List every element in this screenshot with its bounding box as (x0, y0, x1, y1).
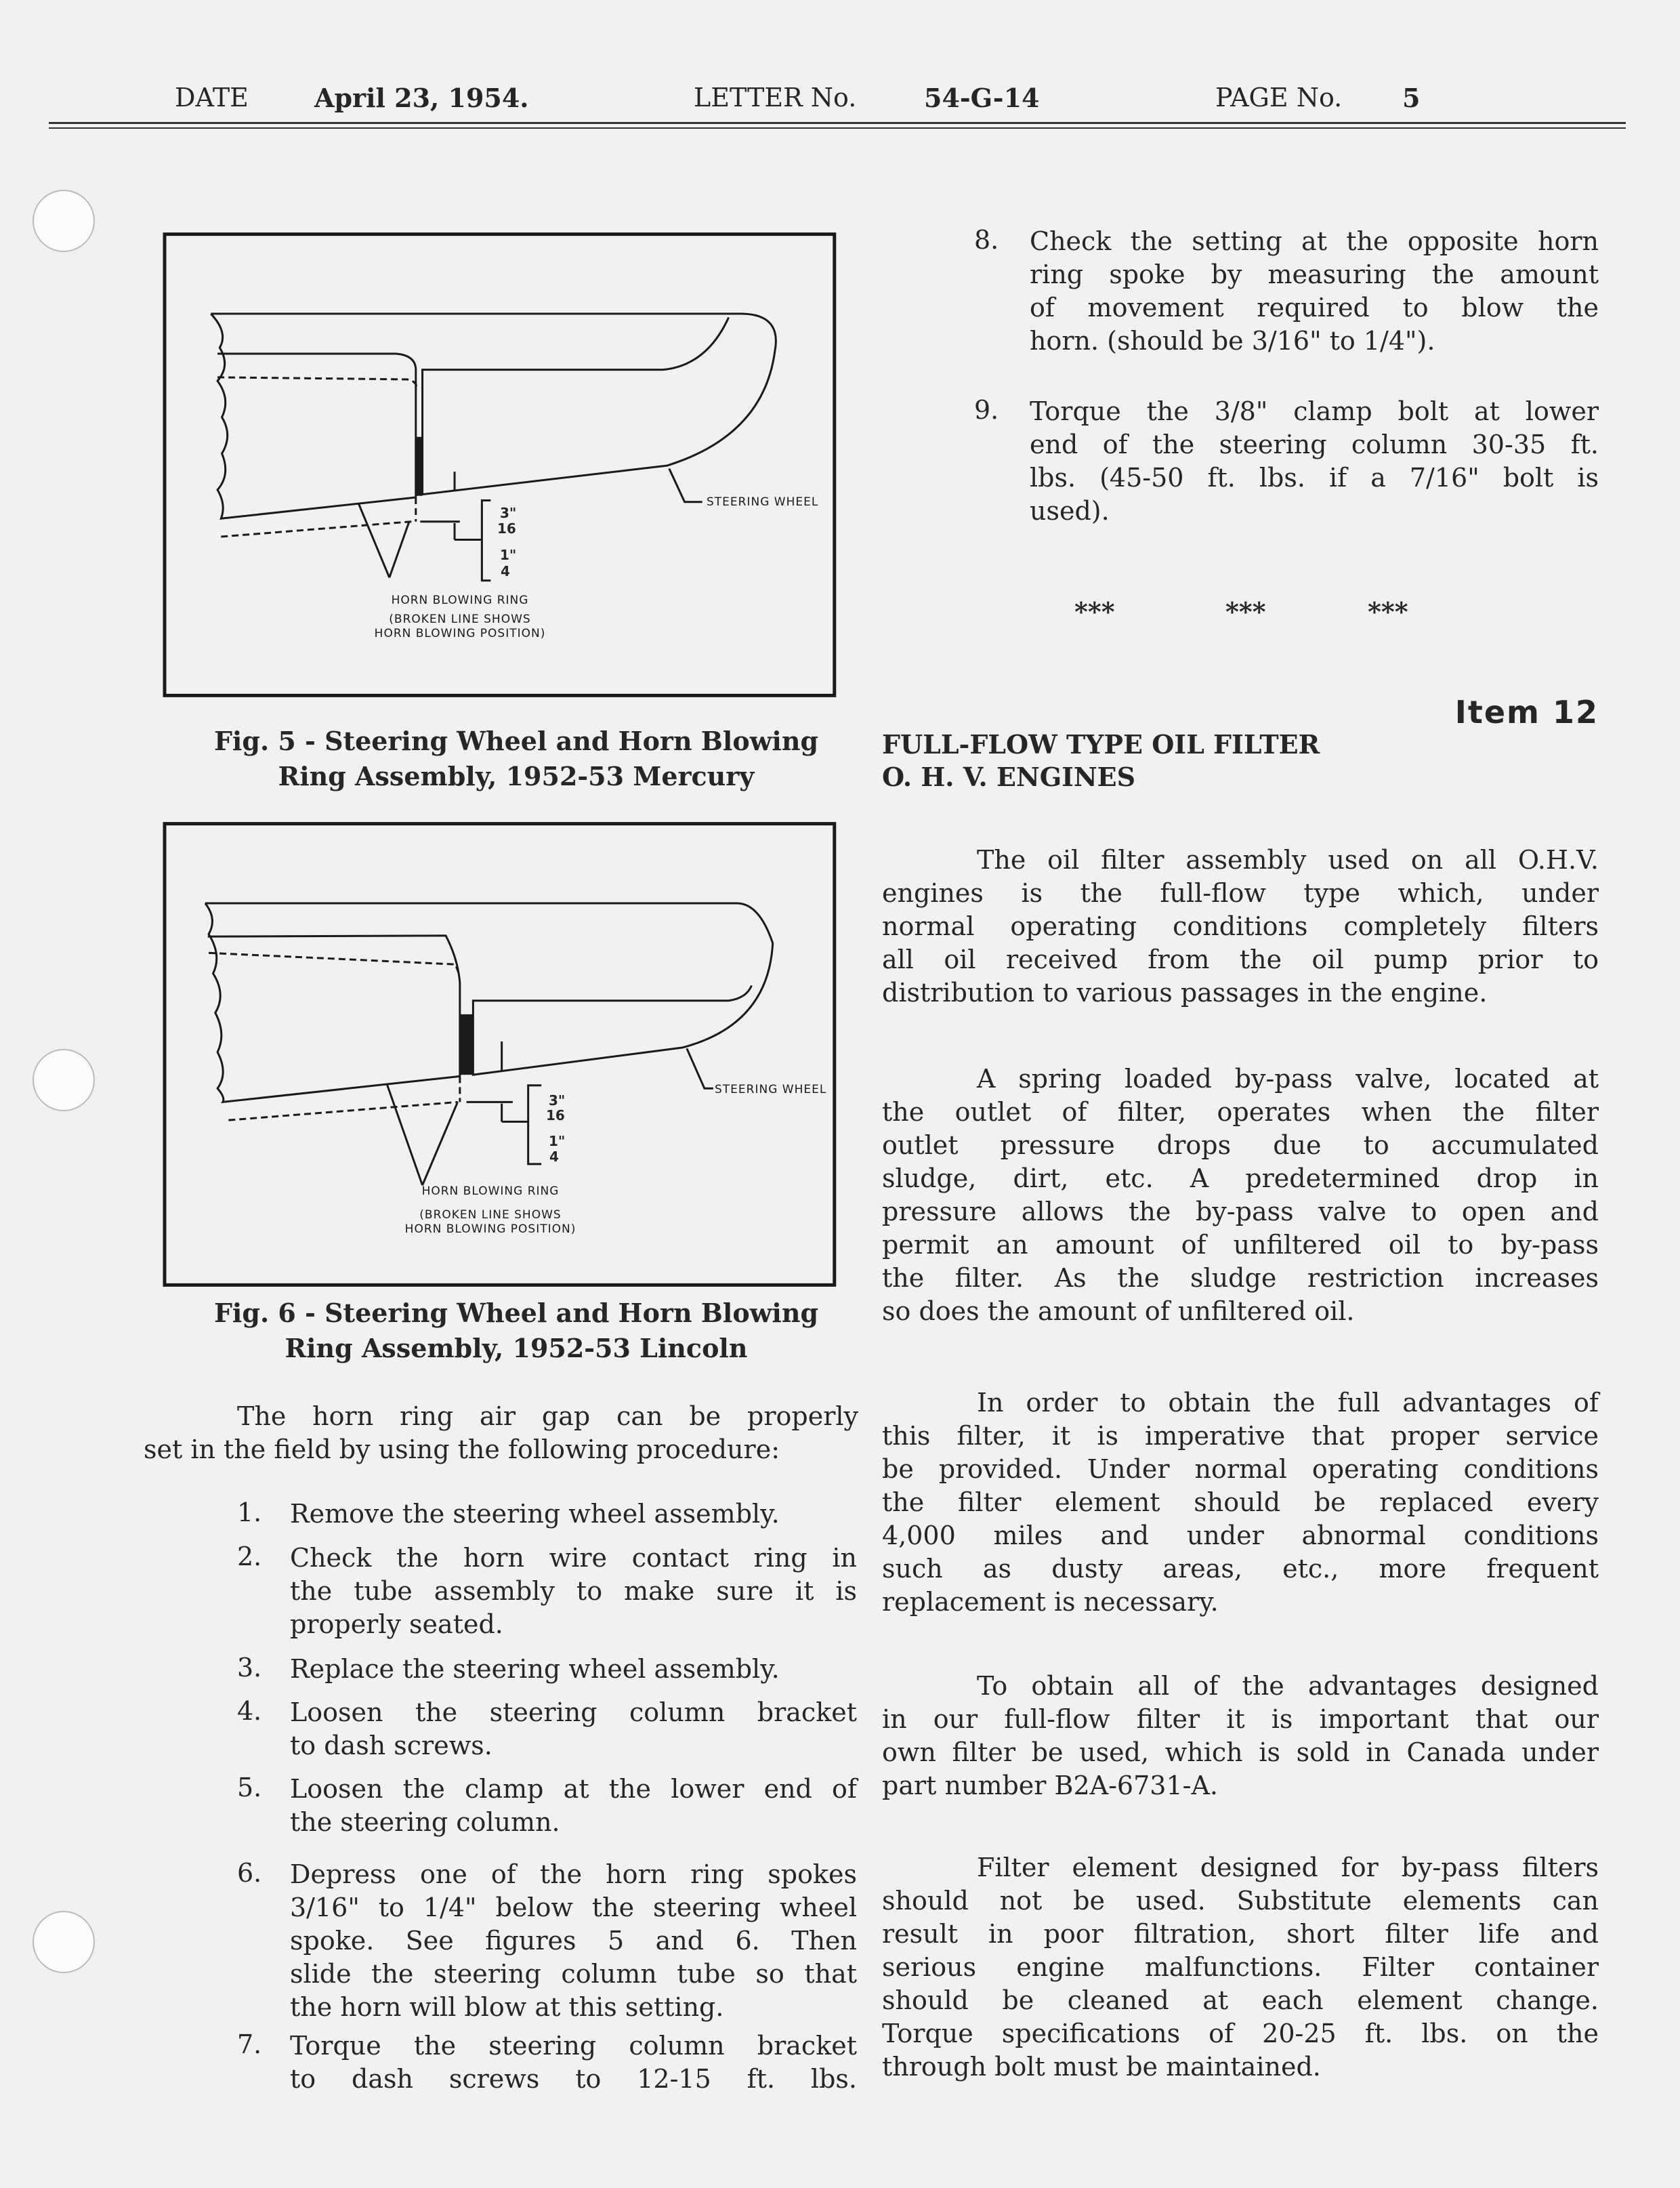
text-line: to dash screws. (290, 1731, 492, 1760)
fraction-denominator: 4 (501, 563, 510, 579)
text-line: set in the field by using the following procedure: (144, 1434, 780, 1464)
step-text (290, 1498, 857, 1531)
body-paragraph (882, 1851, 1599, 2084)
horn-ring-label: HORN BLOWING RING (391, 594, 529, 607)
horn-ring-label: HORN BLOWING RING (421, 1184, 560, 1198)
step-number: 1. (237, 1498, 262, 1527)
text-line: to dash screws to 12-15 ft. lbs. (290, 2064, 857, 2094)
caption-line: Ring Assembly, 1952-53 Lincoln (285, 1333, 748, 1363)
section-separator: *** (1074, 596, 1115, 627)
figure-caption (177, 1296, 855, 1366)
text-line: spoke. See figures 5 and 6. Then (290, 1926, 857, 1956)
item-number-tag: Item 12 (1454, 694, 1599, 730)
text-line: own filter be used, which is sold in Canada under (882, 1737, 1599, 1767)
text-line: Torque specifications of 20-25 ft. lbs. on the (882, 2019, 1599, 2048)
date-label: DATE (175, 83, 249, 112)
text-line: A spring loaded by-pass valve, located at (977, 1064, 1599, 1094)
step-text (1030, 395, 1599, 528)
text-line: replacement is necessary. (882, 1587, 1219, 1617)
horn-ring-note: HORN BLOWING POSITION) (404, 1222, 576, 1236)
text-line: ring spoke by measuring the amount (1030, 260, 1599, 289)
text-line: Torque the steering column bracket (290, 2031, 857, 2061)
text-line: the filter. As the sludge restriction increases (882, 1263, 1599, 1293)
text-line: 3/16" to 1/4" below the steering wheel (290, 1893, 857, 1922)
caption-line: Fig. 5 - Steering Wheel and Horn Blowing (213, 726, 819, 756)
step-text (290, 1773, 857, 1839)
steering-wheel-label: STEERING WHEEL (715, 1083, 827, 1096)
step-text (290, 1653, 857, 1686)
text-line: The horn ring air gap can be properly (237, 1401, 858, 1431)
intro-paragraph (144, 1400, 858, 1466)
text-line: end of the steering column 30-35 ft. (1030, 430, 1599, 459)
text-line: Replace the steering wheel assembly. (290, 1654, 780, 1684)
text-line: the steering column. (290, 1807, 560, 1837)
horn-ring-note: (BROKEN LINE SHOWS (389, 613, 531, 626)
fraction-numerator: 3" (500, 505, 517, 521)
page-number-value: 5 (1402, 83, 1421, 113)
step-number: 9. (974, 395, 999, 425)
text-line: Filter element designed for by-pass filters (977, 1853, 1599, 1882)
text-line: Check the setting at the opposite horn (1030, 226, 1599, 256)
letter-number-label: LETTER No. (694, 83, 857, 112)
text-line: the filter element should be replaced every (882, 1487, 1599, 1517)
horn-ring-note: HORN BLOWING POSITION) (374, 627, 546, 640)
text-line: so does the amount of unfiltered oil. (882, 1296, 1355, 1326)
page-number-label: PAGE No. (1215, 83, 1343, 112)
body-paragraph (882, 844, 1599, 1010)
letter-number-value: 54-G-14 (924, 83, 1040, 113)
punch-hole (33, 1049, 95, 1111)
step-number: 8. (974, 225, 999, 255)
text-line: such as dusty areas, etc., more frequent (882, 1554, 1599, 1584)
figure-caption (177, 724, 855, 794)
text-line: Loosen the clamp at the lower end of (290, 1774, 857, 1804)
text-line: part number B2A-6731-A. (882, 1771, 1218, 1800)
step-number: 7. (237, 2029, 262, 2059)
text-line: the outlet of filter, operates when the filter (882, 1097, 1599, 1127)
step-text (1030, 225, 1599, 358)
text-line: sludge, dirt, etc. A predetermined drop in (882, 1163, 1599, 1193)
fraction-denominator: 4 (549, 1149, 559, 1165)
text-line: of movement required to blow the (1030, 293, 1599, 323)
text-line: all oil received from the oil pump prior to (882, 945, 1599, 974)
punch-hole (33, 1911, 95, 1973)
heading-line: O. H. V. ENGINES (882, 762, 1136, 792)
body-paragraph (882, 1386, 1599, 1619)
text-line: Depress one of the horn ring spokes (290, 1859, 857, 1889)
text-line: Loosen the steering column bracket (290, 1697, 857, 1727)
step-number: 4. (237, 1696, 262, 1726)
fraction-numerator: 1" (549, 1133, 566, 1149)
step-text (290, 1696, 857, 1762)
caption-line: Fig. 6 - Steering Wheel and Horn Blowing (213, 1298, 819, 1328)
step-number: 2. (237, 1542, 262, 1571)
fraction-denominator: 16 (546, 1107, 565, 1123)
text-line: should not be used. Substitute elements can (882, 1886, 1599, 1916)
text-line: used). (1030, 496, 1110, 526)
text-line: outlet pressure drops due to accumulated (882, 1130, 1599, 1160)
horn-ring-note: (BROKEN LINE SHOWS (419, 1208, 562, 1222)
step-text (290, 2029, 857, 2096)
punch-hole (33, 190, 95, 252)
text-line: The oil filter assembly used on all O.H.V. (977, 845, 1599, 875)
text-line: To obtain all of the advantages designed (977, 1671, 1599, 1701)
section-separator: *** (1368, 596, 1408, 627)
text-line: slide the steering column tube so that (290, 1959, 857, 1989)
text-line: permit an amount of unfiltered oil to by-pass (882, 1230, 1599, 1260)
date-value: April 23, 1954. (314, 83, 529, 113)
header-rule (49, 127, 1626, 129)
heading-line: FULL-FLOW TYPE OIL FILTER (882, 729, 1320, 760)
section-separator: *** (1225, 596, 1266, 627)
body-paragraph (882, 1670, 1599, 1802)
caption-line: Ring Assembly, 1952-53 Mercury (278, 761, 755, 791)
header-rule (49, 122, 1626, 124)
text-line: normal operating conditions completely filters (882, 911, 1599, 941)
text-line: 4,000 miles and under abnormal conditions (882, 1521, 1599, 1550)
text-line: Check the horn wire contact ring in (290, 1543, 857, 1573)
step-number: 6. (237, 1858, 262, 1888)
fraction-numerator: 3" (549, 1092, 566, 1109)
steering-wheel-label: STEERING WHEEL (707, 495, 819, 509)
step-number: 5. (237, 1773, 262, 1802)
section-heading (882, 728, 1320, 793)
text-line: horn. (should be 3/16" to 1/4"). (1030, 326, 1435, 356)
text-line: through bolt must be maintained. (882, 2052, 1321, 2082)
text-line: properly seated. (290, 1609, 503, 1639)
text-line: lbs. (45-50 ft. lbs. if a 7/16" bolt is (1030, 463, 1599, 493)
text-line: Torque the 3/8" clamp bolt at lower (1030, 396, 1599, 426)
text-line: the tube assembly to make sure it is (290, 1576, 857, 1606)
text-line: distribution to various passages in the engine. (882, 978, 1488, 1008)
text-line: In order to obtain the full advantages of (977, 1388, 1599, 1418)
text-line: should be cleaned at each element change. (882, 1985, 1599, 2015)
text-line: result in poor filtration, short filter life and (882, 1919, 1599, 1949)
text-line: pressure allows the by-pass valve to open and (882, 1197, 1599, 1226)
text-line: in our full-flow filter it is important that our (882, 1704, 1599, 1734)
step-number: 3. (237, 1653, 262, 1683)
text-line: this filter, it is imperative that proper service (882, 1421, 1599, 1451)
text-line: be provided. Under normal operating conditions (882, 1454, 1599, 1484)
step-text (290, 1858, 857, 2024)
text-line: engines is the full-flow type which, under (882, 878, 1599, 908)
fraction-numerator: 1" (500, 547, 517, 563)
fraction-denominator: 16 (497, 520, 516, 537)
step-text (290, 1542, 857, 1641)
body-paragraph (882, 1062, 1599, 1328)
text-line: serious engine malfunctions. Filter container (882, 1952, 1599, 1982)
text-line: Remove the steering wheel assembly. (290, 1499, 780, 1529)
text-line: the horn will blow at this setting. (290, 1992, 724, 2022)
